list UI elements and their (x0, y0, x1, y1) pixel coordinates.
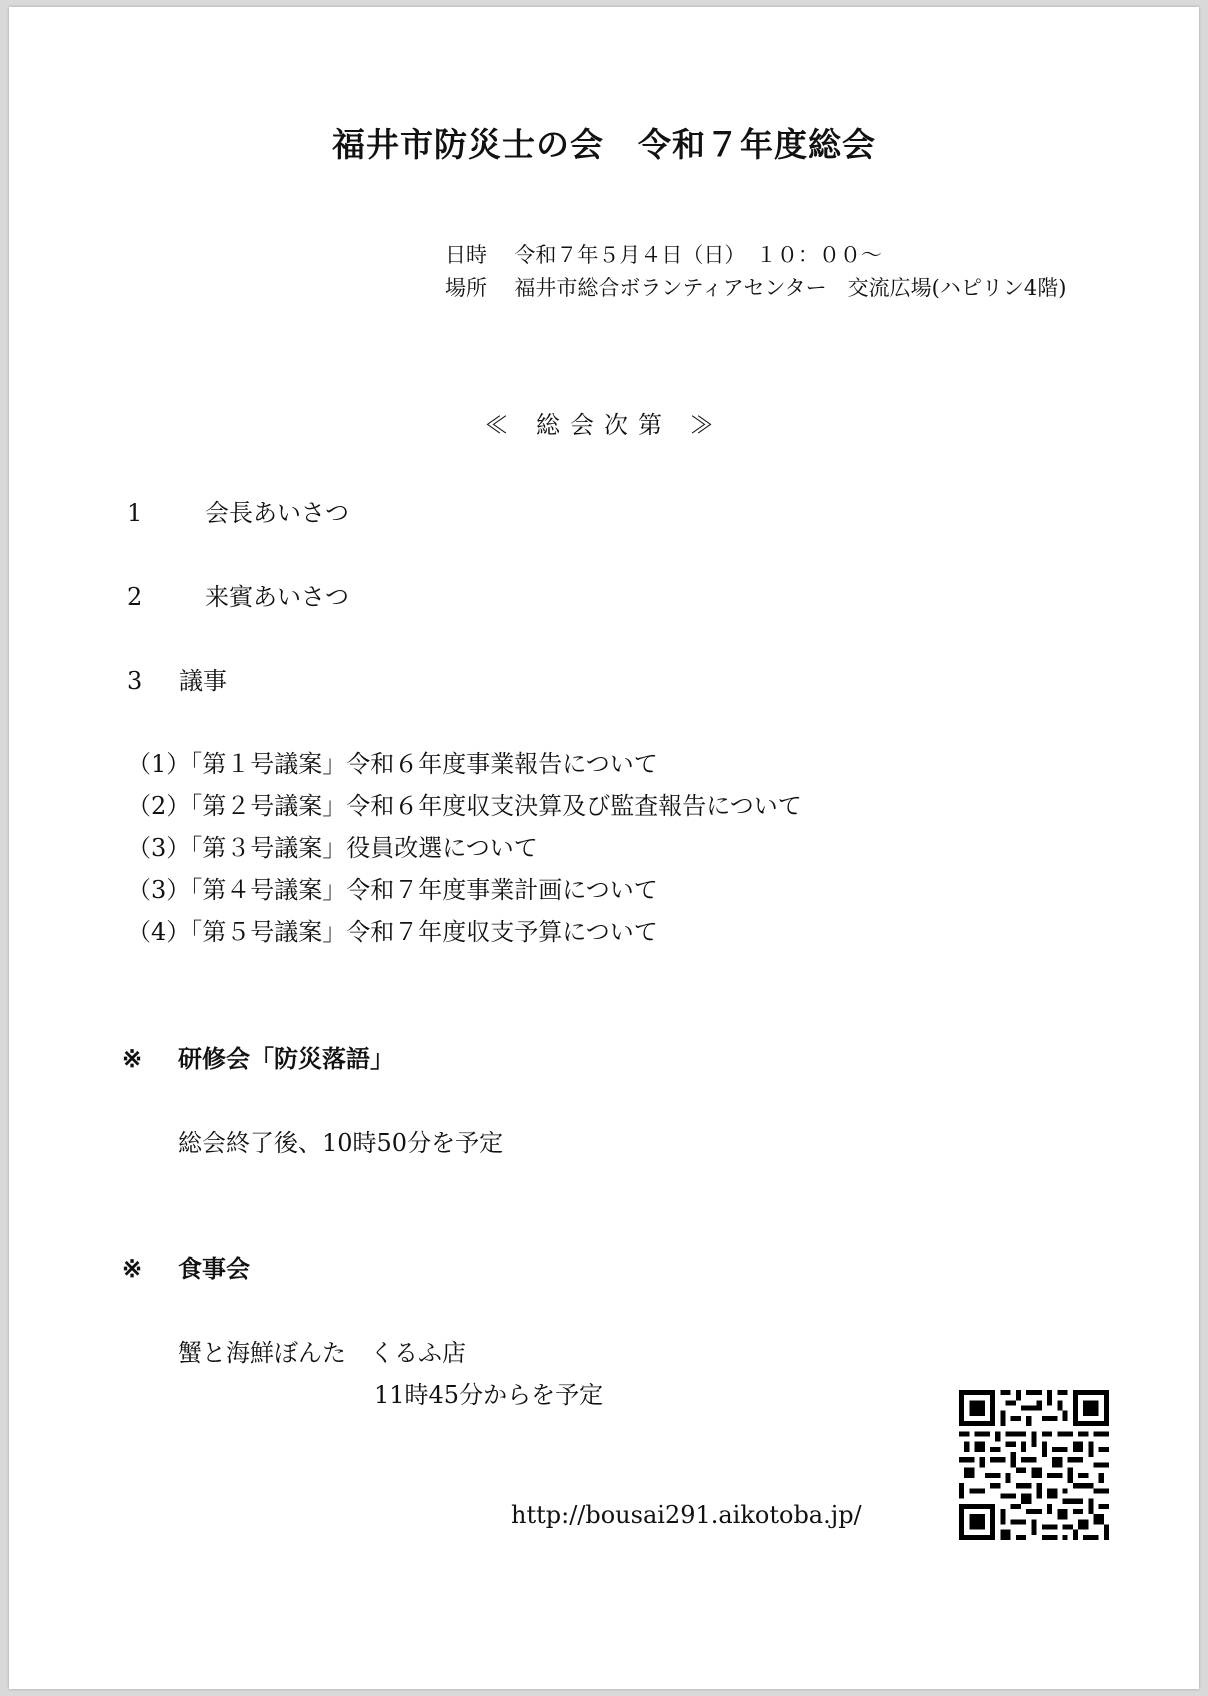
document-title: 福井市防災士の会 令和７年度総会 (332, 125, 876, 164)
agenda-heading: ≪ 総会次第 ≫ (484, 411, 724, 439)
agenda-item-text: 会長あいさつ (205, 499, 349, 527)
agenda-item-number: 3 (127, 667, 143, 695)
agenda-item (127, 661, 227, 696)
date-value: 令和７年５月４日（日） １０：００～ (514, 243, 882, 267)
agenda-item (127, 493, 349, 528)
dinner-venue: 蟹と海鮮ぼんた くるふ店 (178, 1339, 466, 1367)
dinner-heading-line (122, 1249, 250, 1284)
training-detail: 総会終了後、10時50分を予定 (178, 1129, 504, 1157)
agenda-item-number: 2 (127, 583, 143, 611)
proposal-item: （3）「第３号議案」役員改選について (127, 834, 538, 862)
training-heading: 研修会「防災落語」 (178, 1044, 394, 1073)
qr-code-icon[interactable] (959, 1390, 1109, 1540)
proposal-item: （1）「第１号議案」令和６年度事業報告について (127, 750, 658, 778)
agenda-item-text: 来賓あいさつ (205, 583, 349, 611)
proposal-item: （3）「第４号議案」令和７年度事業計画について (127, 876, 658, 904)
date-label: 日時 (445, 243, 487, 267)
document-page (9, 7, 1199, 1689)
training-heading-line (122, 1039, 394, 1074)
place-line (445, 272, 1066, 302)
dinner-heading: 食事会 (178, 1254, 250, 1283)
place-label: 場所 (445, 276, 487, 300)
agenda-item (127, 577, 349, 612)
proposal-item: （2）「第２号議案」令和６年度収支決算及び監査報告について (127, 792, 802, 820)
agenda-item-text: 議事 (179, 667, 227, 695)
proposal-item: （4）「第５号議案」令和７年度収支予算について (127, 918, 658, 946)
place-value: 福井市総合ボランティアセンター 交流広場(ハピリン4階) (514, 276, 1067, 300)
website-url[interactable]: http://bousai291.aikotoba.jp/ (511, 1501, 862, 1529)
note-mark: ※ (122, 1254, 143, 1283)
dinner-time: 11時45分からを予定 (374, 1381, 604, 1409)
agenda-item-number: 1 (127, 499, 143, 527)
note-mark: ※ (122, 1044, 143, 1073)
date-line (445, 239, 882, 269)
